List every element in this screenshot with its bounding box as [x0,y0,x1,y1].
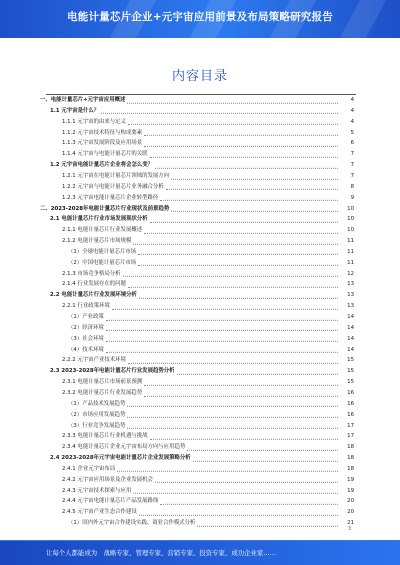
toc-entry[interactable] [0,335,400,344]
toc-entry-title: 2.2.1 行业政策环境 [62,303,110,310]
toc-entry-title: （1）全球电能计量芯片市场 [68,248,137,255]
toc-entry-page: 7 [350,162,354,169]
toc-entry-title: 2.4.3 元宇宙技术探索与应用 [62,487,132,494]
toc-entry-page: 13 [347,292,354,299]
toc-entry[interactable] [0,400,400,409]
toc-entry-title: 1.1.4 元宇宙与电能计量芯片的关联 [62,151,148,158]
toc-entry-title: （2）中国电能计量芯片市场 [68,259,137,266]
toc-entry-title: 1.1.2 元宇宙技术特征与构成要素 [62,129,143,136]
toc-entry-title: 1.1 元宇宙是什么？ [50,107,100,114]
toc-entry-title: （3）行业竞争发展趋势 [68,422,126,429]
toc-leader-dots [166,181,338,191]
toc-entry-page: 16 [347,400,354,407]
toc-entry-page: 13 [347,281,354,288]
toc-entry[interactable] [0,183,400,192]
toc-leader-dots [171,170,338,180]
toc-leader-dots [150,430,338,440]
toc-leader-dots [144,376,338,386]
toc-entry[interactable] [0,465,400,474]
toc-entry-title: 2.3.4 电能计量芯片企业元宇宙布局方向与应用趋势 [62,444,186,451]
toc-entry-title: 1.2 元宇宙电能计量芯片企业将会怎么变？ [50,162,154,169]
toc-entry-page: 19 [347,487,354,494]
toc-entry-page: 16 [347,411,354,418]
toc-entry-page: 7 [350,151,354,158]
toc-entry-page: 14 [347,346,354,353]
toc-entry-page: 6 [350,140,354,147]
toc-entry[interactable] [0,346,400,355]
toc-entry[interactable] [0,237,400,246]
toc-entry-page: 16 [347,389,354,396]
toc-leader-dots [133,484,338,494]
toc-entry-page: 11 [347,248,354,255]
toc-leader-dots [150,148,338,158]
toc-entry-title: 2.3.2 电能计量芯片行业发展趋势 [62,389,143,396]
toc-entry[interactable] [0,367,400,376]
toc-entry-title: 一、电能计量芯片+元宇宙应用概述 [40,97,126,103]
toc-entry-title: （1）国内外元宇宙合作建设实践、商业合作模式分析 [68,520,196,527]
toc-entry-title: 2.4.4 元宇宙电能计量芯片产品发展路线 [62,498,159,505]
toc-entry-title: 2.2 电能计量芯片行业发展环境分析 [50,292,137,299]
toc-entry-page: 11 [347,238,354,245]
toc-entry[interactable] [0,248,400,257]
toc-leader-dots [128,115,338,125]
toc-entry[interactable] [0,107,400,116]
toc-entry-title: 2.1 电能计量芯片行业市场发展现状分析 [50,216,148,223]
toc-entry[interactable] [0,118,400,127]
toc-entry-title: 1.1.3 元宇宙发展阶段及应用场景 [62,140,143,147]
toc-entry-title: 2.4.2 元宇宙应用场景及企业发展机会 [62,476,153,483]
toc-entry[interactable] [0,205,400,214]
toc-leader-dots [193,452,338,462]
toc-entry-page: 18 [347,455,354,462]
toc-entry-title: 二、2023-2028年电能计量芯片行业现状及前景趋势 [40,205,170,212]
toc-entry-title: 2.3.3 电能计量芯片行业机遇与挑战 [62,433,148,440]
toc-leader-dots [155,159,338,169]
toc-entry[interactable] [0,194,400,203]
toc-entry-title: （2）市场应用发展趋势 [68,411,126,418]
toc-leader-dots [106,322,338,332]
toc-leader-dots [144,126,338,136]
toc-entry[interactable] [0,172,400,181]
toc-entry[interactable] [0,432,400,441]
toc-leader-dots [160,191,338,201]
toc-entry[interactable] [0,280,400,289]
toc-entry-page: 10 [347,216,354,223]
toc-entry-page: 14 [347,314,354,320]
toc-leader-dots [127,408,338,418]
toc-entry[interactable] [0,497,400,506]
toc-entry-title: （2）经济环境 [68,324,104,331]
toc-leader-dots [127,398,338,408]
toc-leader-dots [112,300,338,310]
toc-entry-title: 2.1.1 电能计量芯片行业发展概述 [62,227,143,234]
toc-leader-dots [144,224,338,234]
toc-entry[interactable] [0,139,400,148]
toc-leader-dots [144,387,338,397]
toc-entry-title: 1.2.2 元宇宙与电能计量芯片业务融合分析 [62,183,164,190]
toc-entry[interactable] [0,422,400,431]
toc-entry[interactable] [0,129,400,138]
toc-entry-page: 12 [347,270,354,277]
toc-entry-page: 18 [347,444,354,451]
toc-entry-page: 20 [347,498,354,505]
toc-entry[interactable] [0,519,400,528]
report-title: 电能计量芯片企业+元宇宙应用前景及布局策略研究报告 [67,11,333,23]
toc-entry-title: 2.4 2023-2028年元宇宙电能计量芯片企业发展策略分析 [50,455,191,462]
report-header-banner [0,0,400,38]
toc-entry-page: 18 [347,465,354,472]
toc-entry-title: 2.4.5 元宇宙产业生态合作建设 [62,509,137,516]
toc-heading: 内容目录 [171,69,228,84]
toc-entry-title: （3）社会环境 [68,335,104,342]
toc-entry-page: 17 [347,422,354,429]
toc-entry-page: 21 [347,520,354,527]
toc-entry-page: 4 [350,107,354,114]
toc-entry[interactable] [0,215,400,224]
toc-entry[interactable] [0,487,400,496]
toc-entry[interactable] [0,302,400,311]
toc-leader-dots [160,495,338,505]
toc-leader-dots [106,343,338,353]
toc-entry-page: 10 [347,205,354,212]
toc-entry-page: 15 [347,368,354,375]
toc-leader-dots [127,419,338,429]
toc-entry-page: 17 [347,433,354,440]
toc-leader-dots [144,137,338,147]
toc-entry[interactable] [0,476,400,485]
footer-slogan: 让每个人都能成为 战略专家、管理专家、营销专家、投资专家、成功企业家…… [46,549,277,557]
toc-entry[interactable] [0,291,400,300]
toc-entry-title: 1.2.1 元宇宙在电能计量芯片领域的发展方向 [62,172,170,179]
toc-leader-dots [128,354,338,364]
toc-entry-page: 9 [350,194,354,201]
toc-leader-dots [127,94,338,104]
toc-entry-page: 4 [350,118,354,125]
toc-entry-page: 10 [347,227,354,234]
toc-entry-title: 2.3 2023-2028年电能计量芯片行业发展趋势分析 [50,368,175,375]
toc-entry-title: （4）技术环境 [68,346,104,353]
toc-leader-dots [117,463,338,473]
toc-leader-dots [106,311,338,321]
toc-entry[interactable] [0,96,400,105]
toc-entry-title: 2.1.2 电能计量芯片市场规模 [62,238,132,245]
toc-entry[interactable] [0,259,400,268]
toc-entry-page: 4 [350,97,354,103]
toc-leader-dots [138,257,338,267]
toc-leader-dots [133,235,338,245]
toc-entry-page: 8 [350,183,354,190]
toc-entry-page: 7 [350,172,354,179]
toc-entry-title: 1.1.1 元宇宙的由来与定义 [62,118,126,125]
toc-entry-page: 14 [347,324,354,331]
toc-leader-dots [171,202,338,212]
toc-entry-page: 13 [347,303,354,310]
toc-leader-dots [150,213,338,223]
toc-entry[interactable] [0,324,400,333]
footer-banner [0,541,400,565]
toc-entry[interactable] [0,443,400,452]
toc-entry-page: 20 [347,509,354,516]
toc-leader-dots [197,517,338,527]
toc-entry[interactable] [0,356,400,365]
toc-entry-title: （1）产品技术发展趋势 [68,400,126,407]
toc-leader-dots [106,332,338,342]
toc-entry-page: 19 [347,476,354,483]
toc-entry-title: 2.1.4 行业发展存在的问题 [62,281,126,288]
toc-entry-title: 2.2.2 元宇宙产业技术环境 [62,357,126,364]
toc-entry[interactable] [0,161,400,170]
toc-entry-page: 15 [347,379,354,386]
toc-entry[interactable] [0,389,400,398]
toc-entry[interactable] [0,313,400,322]
toc-entry-title: 1.2.3 元宇宙电能计量芯片企业转型路径 [62,194,159,201]
toc-entry-page: 11 [347,259,354,266]
toc-leader-dots [155,474,338,484]
toc-entry-page: 5 [350,129,354,136]
toc-entry-page: 15 [347,357,354,364]
toc-entry[interactable] [0,150,400,159]
toc-leader-dots [128,278,338,288]
toc-entry[interactable] [0,508,400,517]
toc-entry-title: 2.1.3 市场竞争格局分析 [62,270,121,277]
toc-leader-dots [177,365,338,375]
toc-leader-dots [139,506,338,516]
toc-leader-dots [187,441,338,451]
toc-entry-title: 2.3.1 电能计量芯片市场前景预测 [62,379,143,386]
toc-entry[interactable] [0,411,400,420]
toc-leader-dots [138,246,338,256]
toc-leader-dots [101,105,338,115]
toc-entry[interactable] [0,226,400,235]
toc-leader-dots [139,289,338,299]
toc-entry-page: 14 [347,335,354,342]
toc-entry[interactable] [0,270,400,279]
toc-entry-title: （1）产业政策 [68,314,104,320]
page-number: 3 [348,526,352,532]
toc-entry-title: 2.4.1 企业元宇宙布局 [62,465,116,472]
toc-leader-dots [123,267,338,277]
toc-entry[interactable] [0,378,400,387]
toc-entry[interactable] [0,454,400,463]
